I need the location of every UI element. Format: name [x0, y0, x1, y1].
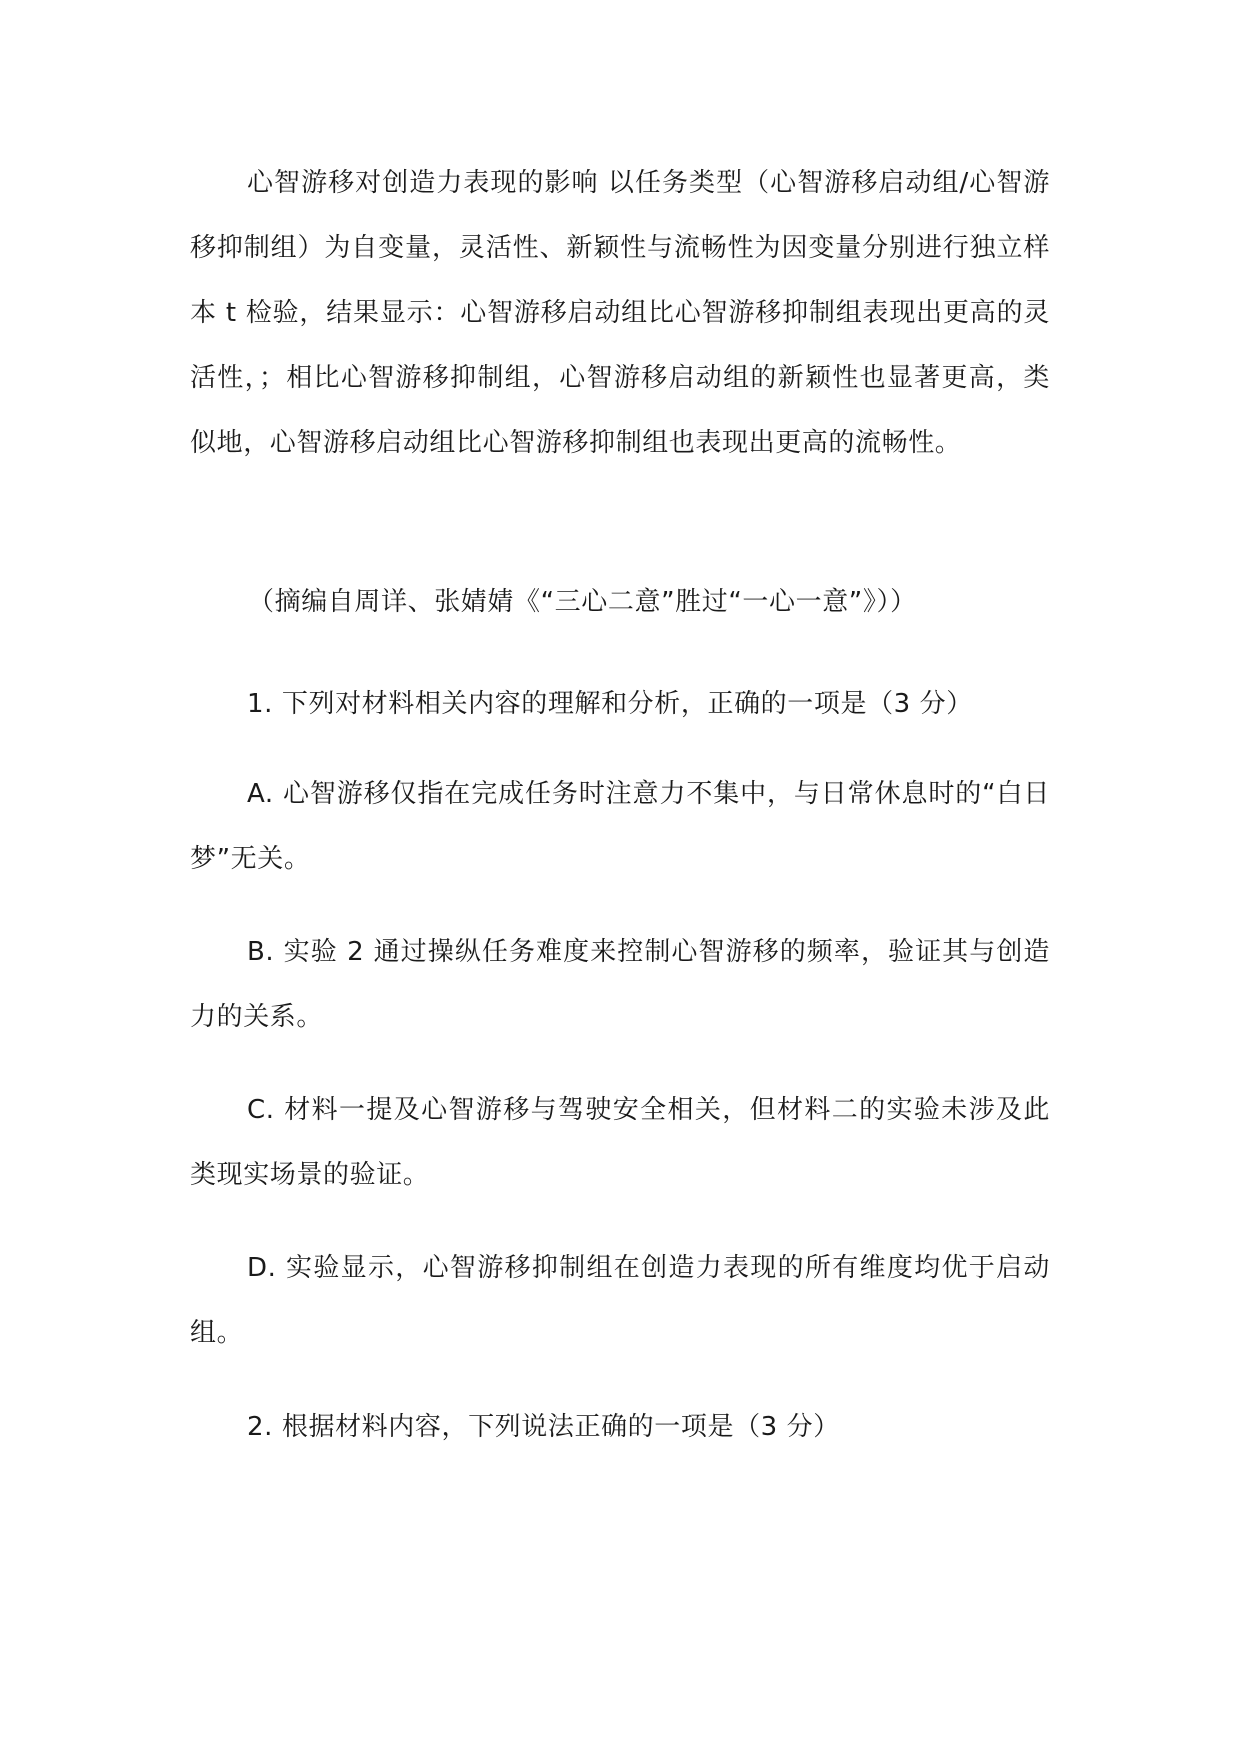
question-1-stem: 1. 下列对材料相关内容的理解和分析，正确的一项是（3 分）	[247, 689, 973, 719]
source-citation: （摘编自周详、张婧婧《“三心二意”胜过“一心一意”》））	[248, 587, 917, 617]
question-1-option-d: D. 实验显示，心智游移抑制组在创造力表现的所有维度均优于启动组。	[190, 1253, 1050, 1348]
question-1-option-a: A. 心智游移仅指在完成任务时注意力不集中，与日常休息时的“白日梦”无关。	[190, 779, 1050, 874]
question-2-stem: 2. 根据材料内容，下列说法正确的一项是（3 分）	[247, 1412, 840, 1442]
body-paragraph: 心智游移对创造力表现的影响 以任务类型（心智游移启动组/心智游移抑制组）为自变量，灵活性、新颖性与流畅性为因变量分别进行独立样本 t 检验，结果显示：心智游移启动组比心智游移抑制组表现出更高的灵活性，；相比心智游移抑制组，心智游移启动组的新颖性也显著更高，类似地，心智游移启动组比心智游移抑制组也表现出更高的流畅性。	[190, 168, 1050, 458]
question-1-option-b: B. 实验 2 通过操纵任务难度来控制心智游移的频率，验证其与创造力的关系。	[190, 937, 1050, 1032]
question-1-option-c: C. 材料一提及心智游移与驾驶安全相关，但材料二的实验未涉及此类现实场景的验证。	[190, 1095, 1050, 1190]
